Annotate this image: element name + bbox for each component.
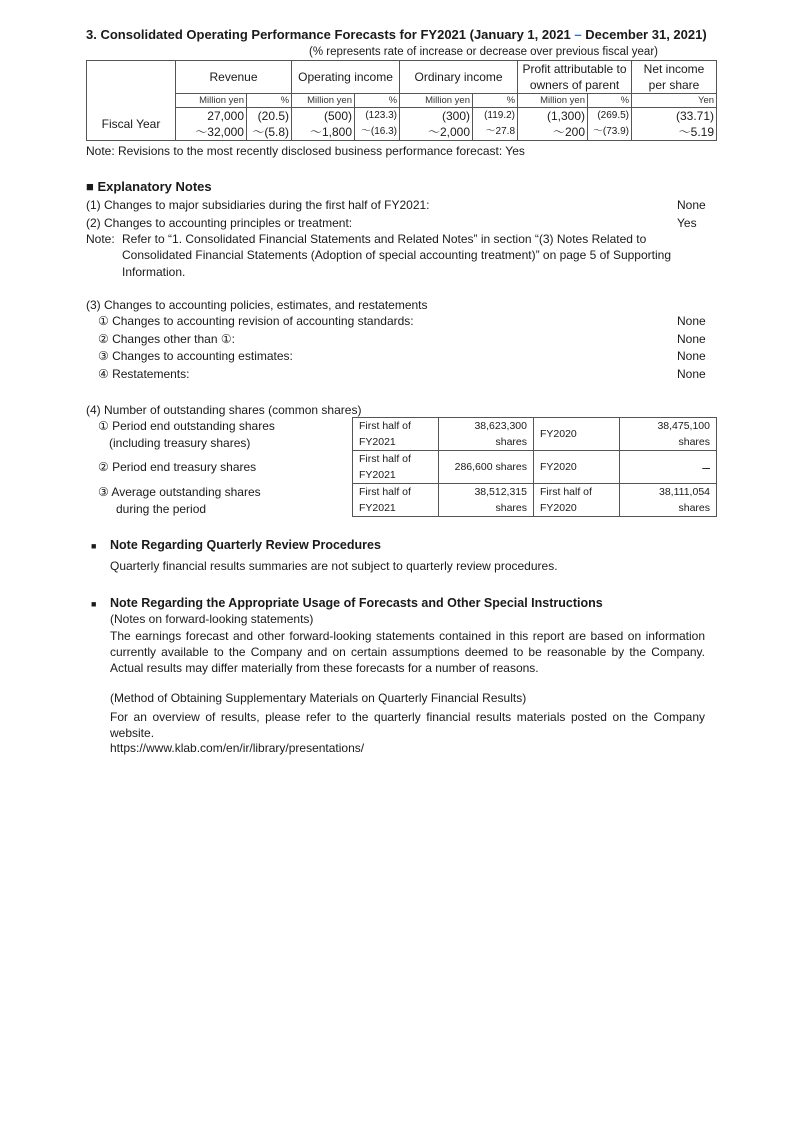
item3-sub2-value: None bbox=[677, 332, 706, 346]
unit-revenue: Million yen bbox=[176, 94, 247, 108]
header-profit bbox=[518, 61, 632, 94]
header-profit-line2: owners of parent bbox=[529, 78, 620, 92]
presentations-link[interactable]: https://www.klab.com/en/ir/library/presentations/ bbox=[110, 741, 365, 755]
value1: 286,600 shares bbox=[439, 451, 534, 484]
forecasts-sub2: (Method of Obtaining Supplementary Materials on Quarterly Financial Results) bbox=[110, 691, 527, 705]
profit-pct-high: ～(73.9) bbox=[592, 126, 630, 137]
title-text: 3. Consolidated Operating Performance Forecasts for FY2021 (January 1, 2021 bbox=[86, 27, 575, 42]
note-line1: Refer to “1. Consolidated Financial Statements and Related Notes” in section “(3) Notes Related to bbox=[122, 232, 647, 246]
header-net-line1: Net income bbox=[643, 62, 705, 76]
op-low: (500) bbox=[324, 109, 353, 123]
note-line2: Consolidated Financial Statements (Adoption of special accounting treatment)” on page 5 of Supporting bbox=[122, 248, 671, 262]
share1-label-line1: ① Period end outstanding shares bbox=[98, 419, 275, 433]
period1 bbox=[353, 451, 439, 484]
header-ordinary-income: Ordinary income bbox=[400, 61, 518, 94]
profit-pct-low: (269.5) bbox=[597, 110, 630, 121]
period1-line2: FY2021 bbox=[359, 502, 396, 514]
ord-pct-low: (119.2) bbox=[484, 110, 516, 121]
share3-label-line1: ③ Average outstanding shares bbox=[98, 485, 261, 499]
shares-row bbox=[353, 451, 717, 484]
share3-label-line2: during the period bbox=[116, 502, 207, 516]
value2: 38,475,100 shares bbox=[620, 418, 717, 451]
corner-cell bbox=[87, 61, 176, 108]
item3-sub4-label: ④ Restatements: bbox=[98, 367, 190, 381]
unit-op: Million yen bbox=[292, 94, 355, 108]
item1-label: (1) Changes to major subsidiaries during the first half of FY2021: bbox=[86, 198, 430, 212]
op-high: ～1,800 bbox=[309, 125, 353, 139]
forecasts-heading: Note Regarding the Appropriate Usage of Forecasts and Other Special Instructions bbox=[110, 596, 603, 610]
eps-low: (33.71) bbox=[675, 109, 715, 123]
profit-pct bbox=[588, 108, 632, 141]
header-net-income bbox=[632, 61, 717, 94]
revenue-pct-low: (20.5) bbox=[257, 109, 290, 123]
shares-row bbox=[353, 418, 717, 451]
forecast-table bbox=[86, 60, 717, 141]
period2-line1: First half of bbox=[540, 486, 592, 498]
item3-sub1-value: None bbox=[677, 314, 706, 328]
value2: – bbox=[620, 451, 717, 484]
header-profit-line1: Profit attributable to bbox=[522, 62, 627, 76]
forecasts-sub1: (Notes on forward-looking statements) bbox=[110, 612, 314, 626]
explanatory-heading: ■ Explanatory Notes bbox=[86, 179, 212, 194]
unit-profit: Million yen bbox=[518, 94, 588, 108]
forecasts-para2: For an overview of results, please refer to the quarterly financial results materials posted on the Company website. bbox=[110, 710, 705, 740]
bullet-icon: ■ bbox=[91, 599, 97, 609]
op-pct bbox=[355, 108, 400, 141]
period1-line1: First half of bbox=[359, 420, 411, 432]
shares-table bbox=[352, 417, 717, 517]
item3-sub3-label: ③ Changes to accounting estimates: bbox=[98, 349, 293, 363]
header-revenue: Revenue bbox=[176, 61, 292, 94]
ord-high: ～2,000 bbox=[427, 125, 471, 139]
period1-line1: First half of bbox=[359, 486, 411, 498]
row-label-fiscal-year: Fiscal Year bbox=[87, 108, 176, 141]
ord-pct-high: ～27.8 bbox=[485, 126, 516, 137]
review-text: Quarterly financial results summaries are not subject to quarterly review procedures. bbox=[110, 559, 558, 573]
share1-label-line2: (including treasury shares) bbox=[109, 436, 251, 450]
item3-sub1-label: ① Changes to accounting revision of accounting standards: bbox=[98, 314, 414, 328]
header-operating-income: Operating income bbox=[292, 61, 400, 94]
op-pct-low: (123.3) bbox=[365, 110, 398, 121]
item4-label: (4) Number of outstanding shares (common shares) bbox=[86, 403, 362, 417]
ord-pct bbox=[473, 108, 518, 141]
title-dash: – bbox=[574, 27, 582, 42]
rate-note: (% represents rate of increase or decrease over previous fiscal year) bbox=[309, 46, 658, 58]
item3-sub4-value: None bbox=[677, 367, 706, 381]
revenue-high: ～32,000 bbox=[195, 125, 244, 139]
period1 bbox=[353, 484, 439, 517]
ord-low: (300) bbox=[442, 109, 471, 123]
value2: 38,111,054 shares bbox=[620, 484, 717, 517]
item2-value: Yes bbox=[677, 216, 697, 230]
profit-high: ～200 bbox=[552, 125, 586, 139]
period1-line2: FY2021 bbox=[359, 436, 396, 448]
item3-sub2-label: ② Changes other than ①: bbox=[98, 332, 235, 346]
forecasts-para1: The earnings forecast and other forward-looking statements contained in this report are based on information currently available to the Company and on certain assumptions deemed to be reasonable by the Company. Actual results may differ materially from these forecasts for a number of reasons. bbox=[110, 629, 705, 675]
value1: 38,512,315 shares bbox=[439, 484, 534, 517]
unit-op-pct: % bbox=[355, 94, 400, 108]
header-net-line2: per share bbox=[648, 78, 700, 92]
period1 bbox=[353, 418, 439, 451]
profit-low: (1,300) bbox=[546, 109, 586, 123]
ord-value bbox=[400, 108, 473, 141]
item3-label: (3) Changes to accounting policies, estimates, and restatements bbox=[86, 298, 428, 312]
item3-sub3-value: None bbox=[677, 349, 706, 363]
section-title bbox=[86, 27, 707, 42]
op-value bbox=[292, 108, 355, 141]
bullet-icon: ■ bbox=[91, 541, 97, 551]
unit-ord-pct: % bbox=[473, 94, 518, 108]
period1-line1: First half of bbox=[359, 453, 411, 465]
share2-label: ② Period end treasury shares bbox=[98, 460, 257, 474]
shares-row bbox=[353, 484, 717, 517]
item1-value: None bbox=[677, 198, 706, 212]
unit-eps: Yen bbox=[632, 94, 717, 108]
revenue-low: 27,000 bbox=[207, 109, 244, 123]
period2: FY2020 bbox=[534, 418, 620, 451]
value1: 38,623,300 shares bbox=[439, 418, 534, 451]
title-text-end: December 31, 2021) bbox=[581, 27, 707, 42]
period2-line2: FY2020 bbox=[540, 502, 577, 514]
unit-profit-pct: % bbox=[588, 94, 632, 108]
revenue-pct bbox=[247, 108, 292, 141]
op-pct-high: ～(16.3) bbox=[360, 126, 398, 137]
item2-label: (2) Changes to accounting principles or treatment: bbox=[86, 216, 353, 230]
eps-value bbox=[632, 108, 717, 141]
revision-note: Note: Revisions to the most recently disclosed business performance forecast: Yes bbox=[86, 144, 525, 158]
profit-value bbox=[518, 108, 588, 141]
period2 bbox=[534, 484, 620, 517]
revenue-pct-high: ～(5.8) bbox=[252, 125, 290, 139]
unit-revenue-pct: % bbox=[247, 94, 292, 108]
review-heading: Note Regarding Quarterly Review Procedures bbox=[110, 538, 381, 552]
period1-line2: FY2021 bbox=[359, 469, 396, 481]
period2: FY2020 bbox=[534, 451, 620, 484]
note-prefix: Note: bbox=[86, 232, 115, 246]
revenue-value bbox=[176, 108, 247, 141]
eps-high: ～5.19 bbox=[678, 125, 715, 139]
unit-ord: Million yen bbox=[400, 94, 473, 108]
note-line3: Information. bbox=[122, 265, 186, 279]
